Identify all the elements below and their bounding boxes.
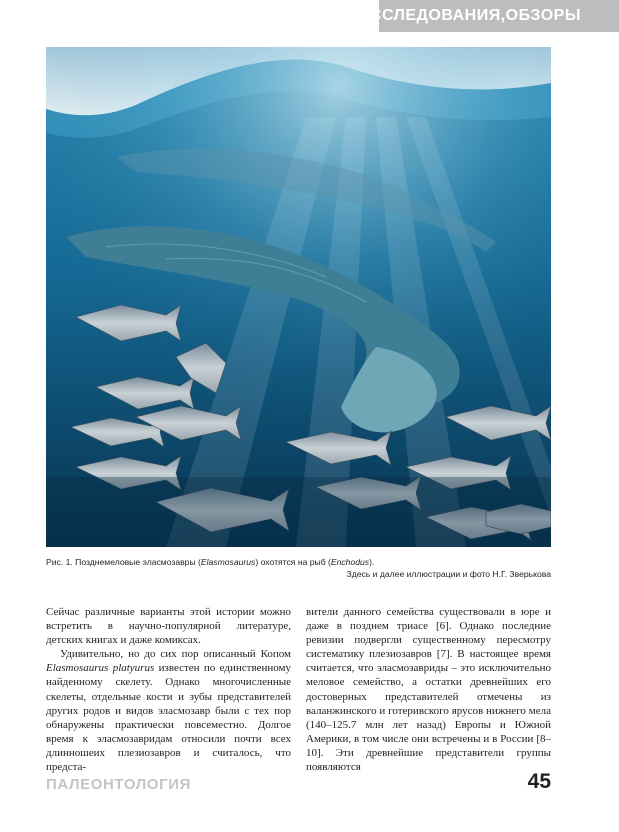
paragraph-rest: известен по единственному найденному скелету. Однако многочисленные скелеты, отдельные кости и зубы представителей других родов и видов эласмозавр были с тех пор обнаружены практически повсеместно. Долгое время к эласмозавридам относили почти всех длинношеих плезиозавров и считалось, что предста- [46,662,291,774]
article-paragraph: вители данного семейства существовали в юре и даже в позднем триасе [6]. Однако последние ревизии подвергли существенному пересмотру систематику плезиозавров [7]. В настоящее время считается, что эласмозавриды – это исключительно меловое семейство, а остатки древнейших его достоверных представителей отмечены из валанжинского и готеривского ярусов нижнего мела (140–125.7 млн лет назад) Европы и Южной Америки, в том числе они встречены и в России [8–10]. Эти древнейшие представители группы появляются [306,606,551,774]
caption-prefix: Рис. 1. Позднемеловые эласмозавры ( [46,557,201,567]
illustration-credit: Здесь и далее иллюстрации и фото Н.Г. Зверькова [346,569,551,579]
caption-middle: ) охотятся на рыб ( [255,557,331,567]
elasmosaurus-illustration [46,47,551,547]
page-number: 45 [527,770,551,793]
taxon-name: Elasmosaurus platyurus [46,662,155,675]
caption-suffix: ). [369,557,375,567]
caption-taxon: Enchodus [330,557,370,567]
figure-caption [46,556,551,580]
caption-line [46,556,551,568]
section-tab: ИССЛЕДОВАНИЯ,ОБЗОРЫ [379,0,619,32]
journal-section-label: ПАЛЕОНТОЛОГИЯ [46,776,191,793]
figure-illustration [46,47,551,547]
caption-taxon: Elasmosaurus [200,557,256,567]
article-column-right [306,605,551,774]
article-column-left [46,605,291,774]
article-paragraph: Сейчас различные варианты этой истории можно встретить в научно-популярной литературе, детских книгах и даже комиксах. [46,606,291,647]
paragraph-lead: Удивительно, но до сих пор описанный Копом [60,648,291,661]
article-paragraph [46,647,291,774]
